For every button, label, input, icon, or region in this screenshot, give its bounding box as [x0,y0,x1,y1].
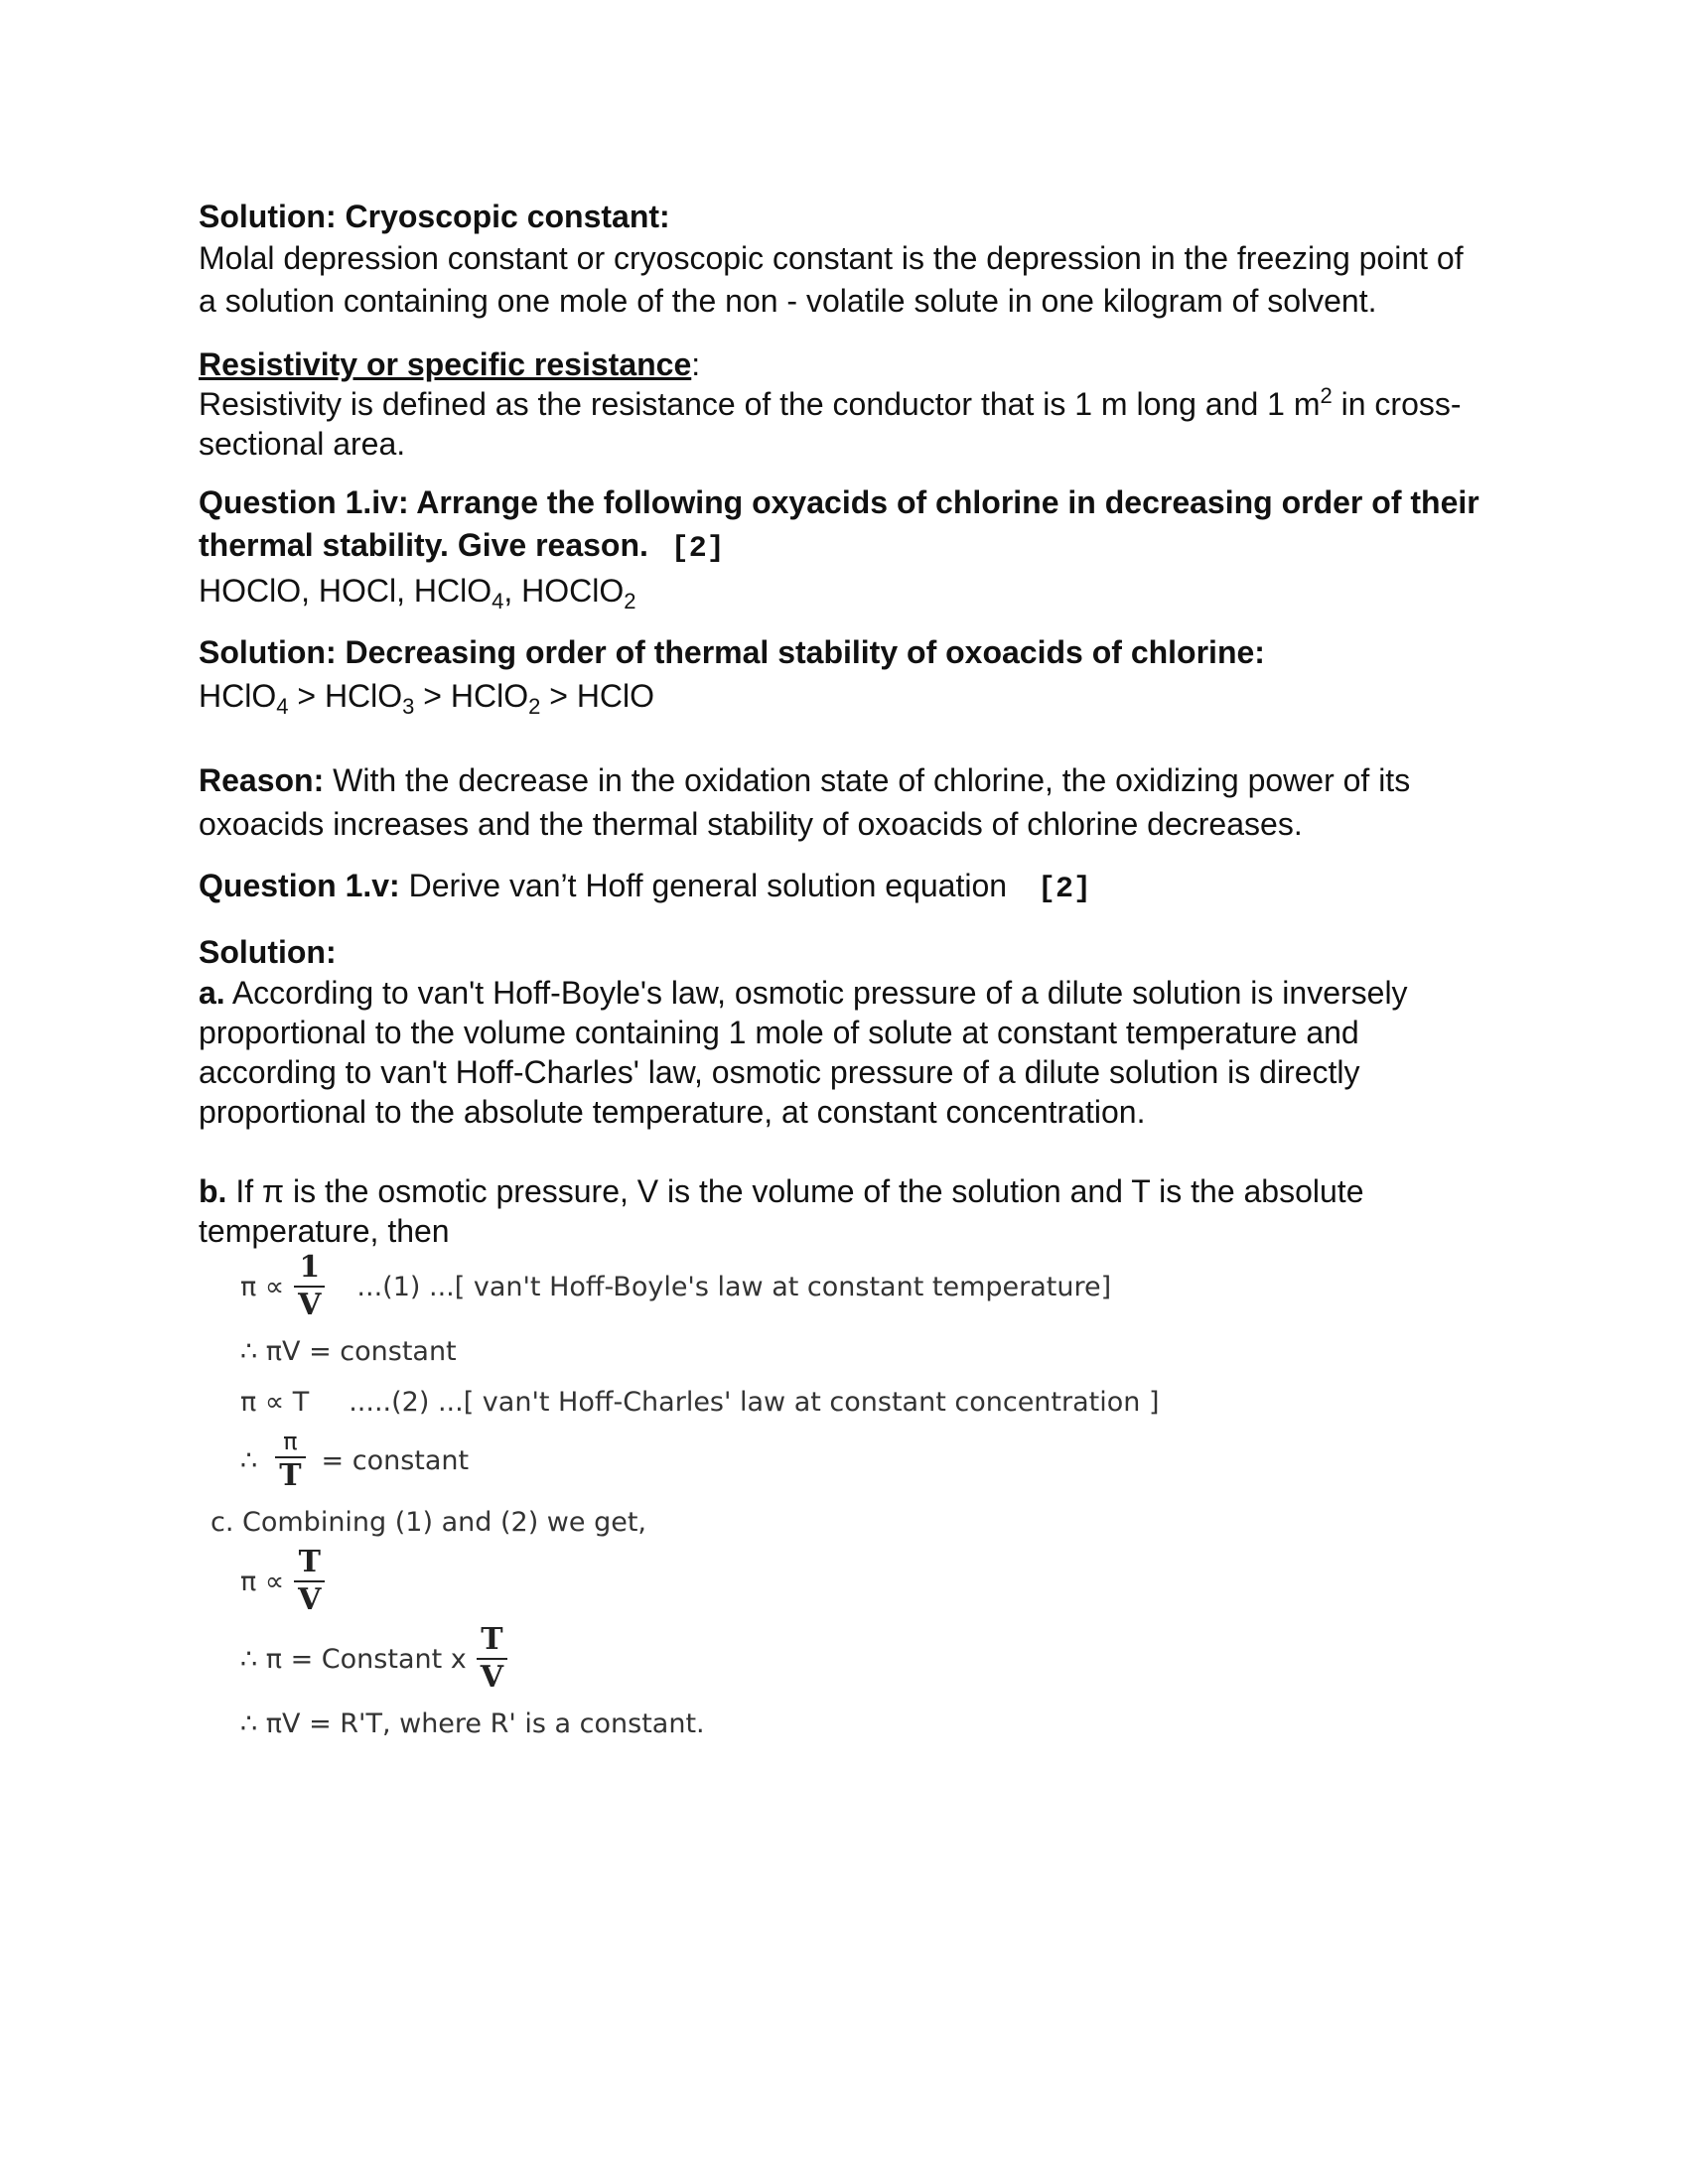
oxyacid-list-sub-2: 2 [624,589,636,614]
resistivity-section [199,344,1489,464]
cryoscopic-section [199,197,1489,323]
reason-section [199,758,1489,846]
equation-1-lhs: π ∝ [240,1271,285,1302]
part-b-label: b. [199,1173,227,1209]
equation-6 [240,1622,1489,1695]
part-a-text: According to van't Hoff-Boyle's law, osmotic pressure of a dilute solution is inversely proportional to the volume containing 1 mole of solute at constant temperature and according to van't Hoff-Charles' law, osmotic pressure of a dilute solution is directly proportional to the absolute temperature, at constant concentration. [199,975,1408,1130]
fraction-t-over-v [477,1622,507,1695]
resistivity-heading-line [199,344,1489,384]
stability-order-heading: Solution: Decreasing order of thermal stability of oxoacids of chlorine: [199,634,1265,670]
question-1v-prompt: Derive van’t Hoff general solution equation [399,868,1008,903]
solution-1v-heading: Solution: [199,934,337,970]
equation-2 [240,1338,1489,1365]
reason-label: Reason: [199,762,325,798]
equation-6-lhs: ∴ π = Constant x [240,1643,467,1675]
order-item-1: HClO [199,678,277,714]
fraction-denominator: T [275,1456,305,1491]
oxyacid-list-part-2: , HOClO [503,573,625,609]
order-sub-1: 4 [276,694,289,719]
fraction-denominator: V [477,1658,507,1693]
equation-2-text: ∴ πV = constant [240,1336,457,1367]
solution-part-a [199,973,1489,1132]
resistivity-text-after: in cross-sectional area. [199,386,1462,462]
cryoscopic-definition: Molal depression constant or cryoscopic constant is the depression in the freezing point of a solution containing one mole of the non - volatile solute in one kilogram of solvent. [199,240,1464,319]
resistivity-superscript: 2 [1320,383,1333,408]
oxyacid-list [199,571,1489,614]
equation-3 [240,1389,1489,1416]
fraction-denominator: V [294,1286,325,1320]
fraction-numerator: 1 [299,1250,321,1285]
order-item-2: > HClO [288,678,403,714]
stability-order-section [199,632,1489,719]
fraction-t-over-v [294,1545,325,1617]
equation-4 [240,1430,1489,1491]
fraction-numerator: T [298,1545,321,1579]
order-item-3: > HClO [414,678,529,714]
order-sub-2: 3 [402,694,415,719]
stability-order-formula [199,673,1489,719]
part-b-text: If π is the osmotic pressure, V is the volume of the solution and T is the absolute temperature, then [199,1173,1364,1249]
combining-statement [211,1509,1489,1536]
solution-part-b [199,1171,1489,1251]
cryoscopic-heading: Solution: Cryoscopic constant: [199,199,670,234]
document-page [199,197,1489,1737]
reason-body: With the decrease in the oxidation state of chlorine, the oxidizing power of its oxoacids increases and the thermal stability of oxoacids of chlorine decreases. [199,762,1411,842]
resistivity-definition [199,384,1489,464]
equation-3-note: .....(2) ...[ van't Hoff-Charles' law at constant concentration ] [349,1387,1160,1418]
fraction-numerator: T [481,1622,503,1657]
question-1v-text [199,866,1489,910]
question-1iv-prompt: Question 1.iv: Arrange the following oxyacids of chlorine in decreasing order of their thermal stability. Give reason. [199,484,1479,563]
oxyacid-list-sub-1: 4 [492,589,504,614]
question-1iv-section [199,481,1489,614]
order-sub-3: 2 [528,694,541,719]
resistivity-text-before: Resistivity is defined as the resistance of the conductor that is 1 m long and 1 m [199,386,1321,422]
reason-text [199,758,1489,846]
question-1v-label: Question 1.v: [199,868,400,903]
equation-7 [240,1710,1489,1737]
question-1iv-text [199,481,1489,571]
derivation-equations [199,1250,1489,1739]
resistivity-heading-colon: : [691,346,701,382]
fraction-numerator: π [283,1428,298,1455]
question-1v-marks: [2] [1037,873,1091,906]
equation-4-rhs: = constant [321,1444,470,1476]
order-item-4: > HClO [540,678,655,714]
oxyacid-list-part-1: HOClO, HOCl, HClO [199,573,492,609]
equation-3-lhs: π ∝ T [240,1387,310,1418]
equation-4-lhs: ∴ [240,1444,258,1476]
fraction-pi-over-t [275,1430,305,1491]
question-1v-section [199,866,1489,910]
combining-text: c. Combining (1) and (2) we get, [211,1507,647,1538]
equation-1-note: ...(1) ...[ van't Hoff-Boyle's law at constant temperature] [356,1271,1112,1302]
equation-5 [240,1545,1489,1617]
part-a-label: a. [199,975,225,1011]
equation-5-lhs: π ∝ [240,1566,285,1597]
equation-1 [240,1250,1489,1322]
solution-1v-section [199,932,1489,1251]
fraction-denominator: V [294,1580,325,1615]
equation-7-text: ∴ πV = R'T, where R' is a constant. [240,1708,705,1739]
question-1iv-marks: [2] [670,532,725,566]
resistivity-heading: Resistivity or specific resistance [199,346,692,382]
fraction-1-over-v [294,1250,325,1322]
